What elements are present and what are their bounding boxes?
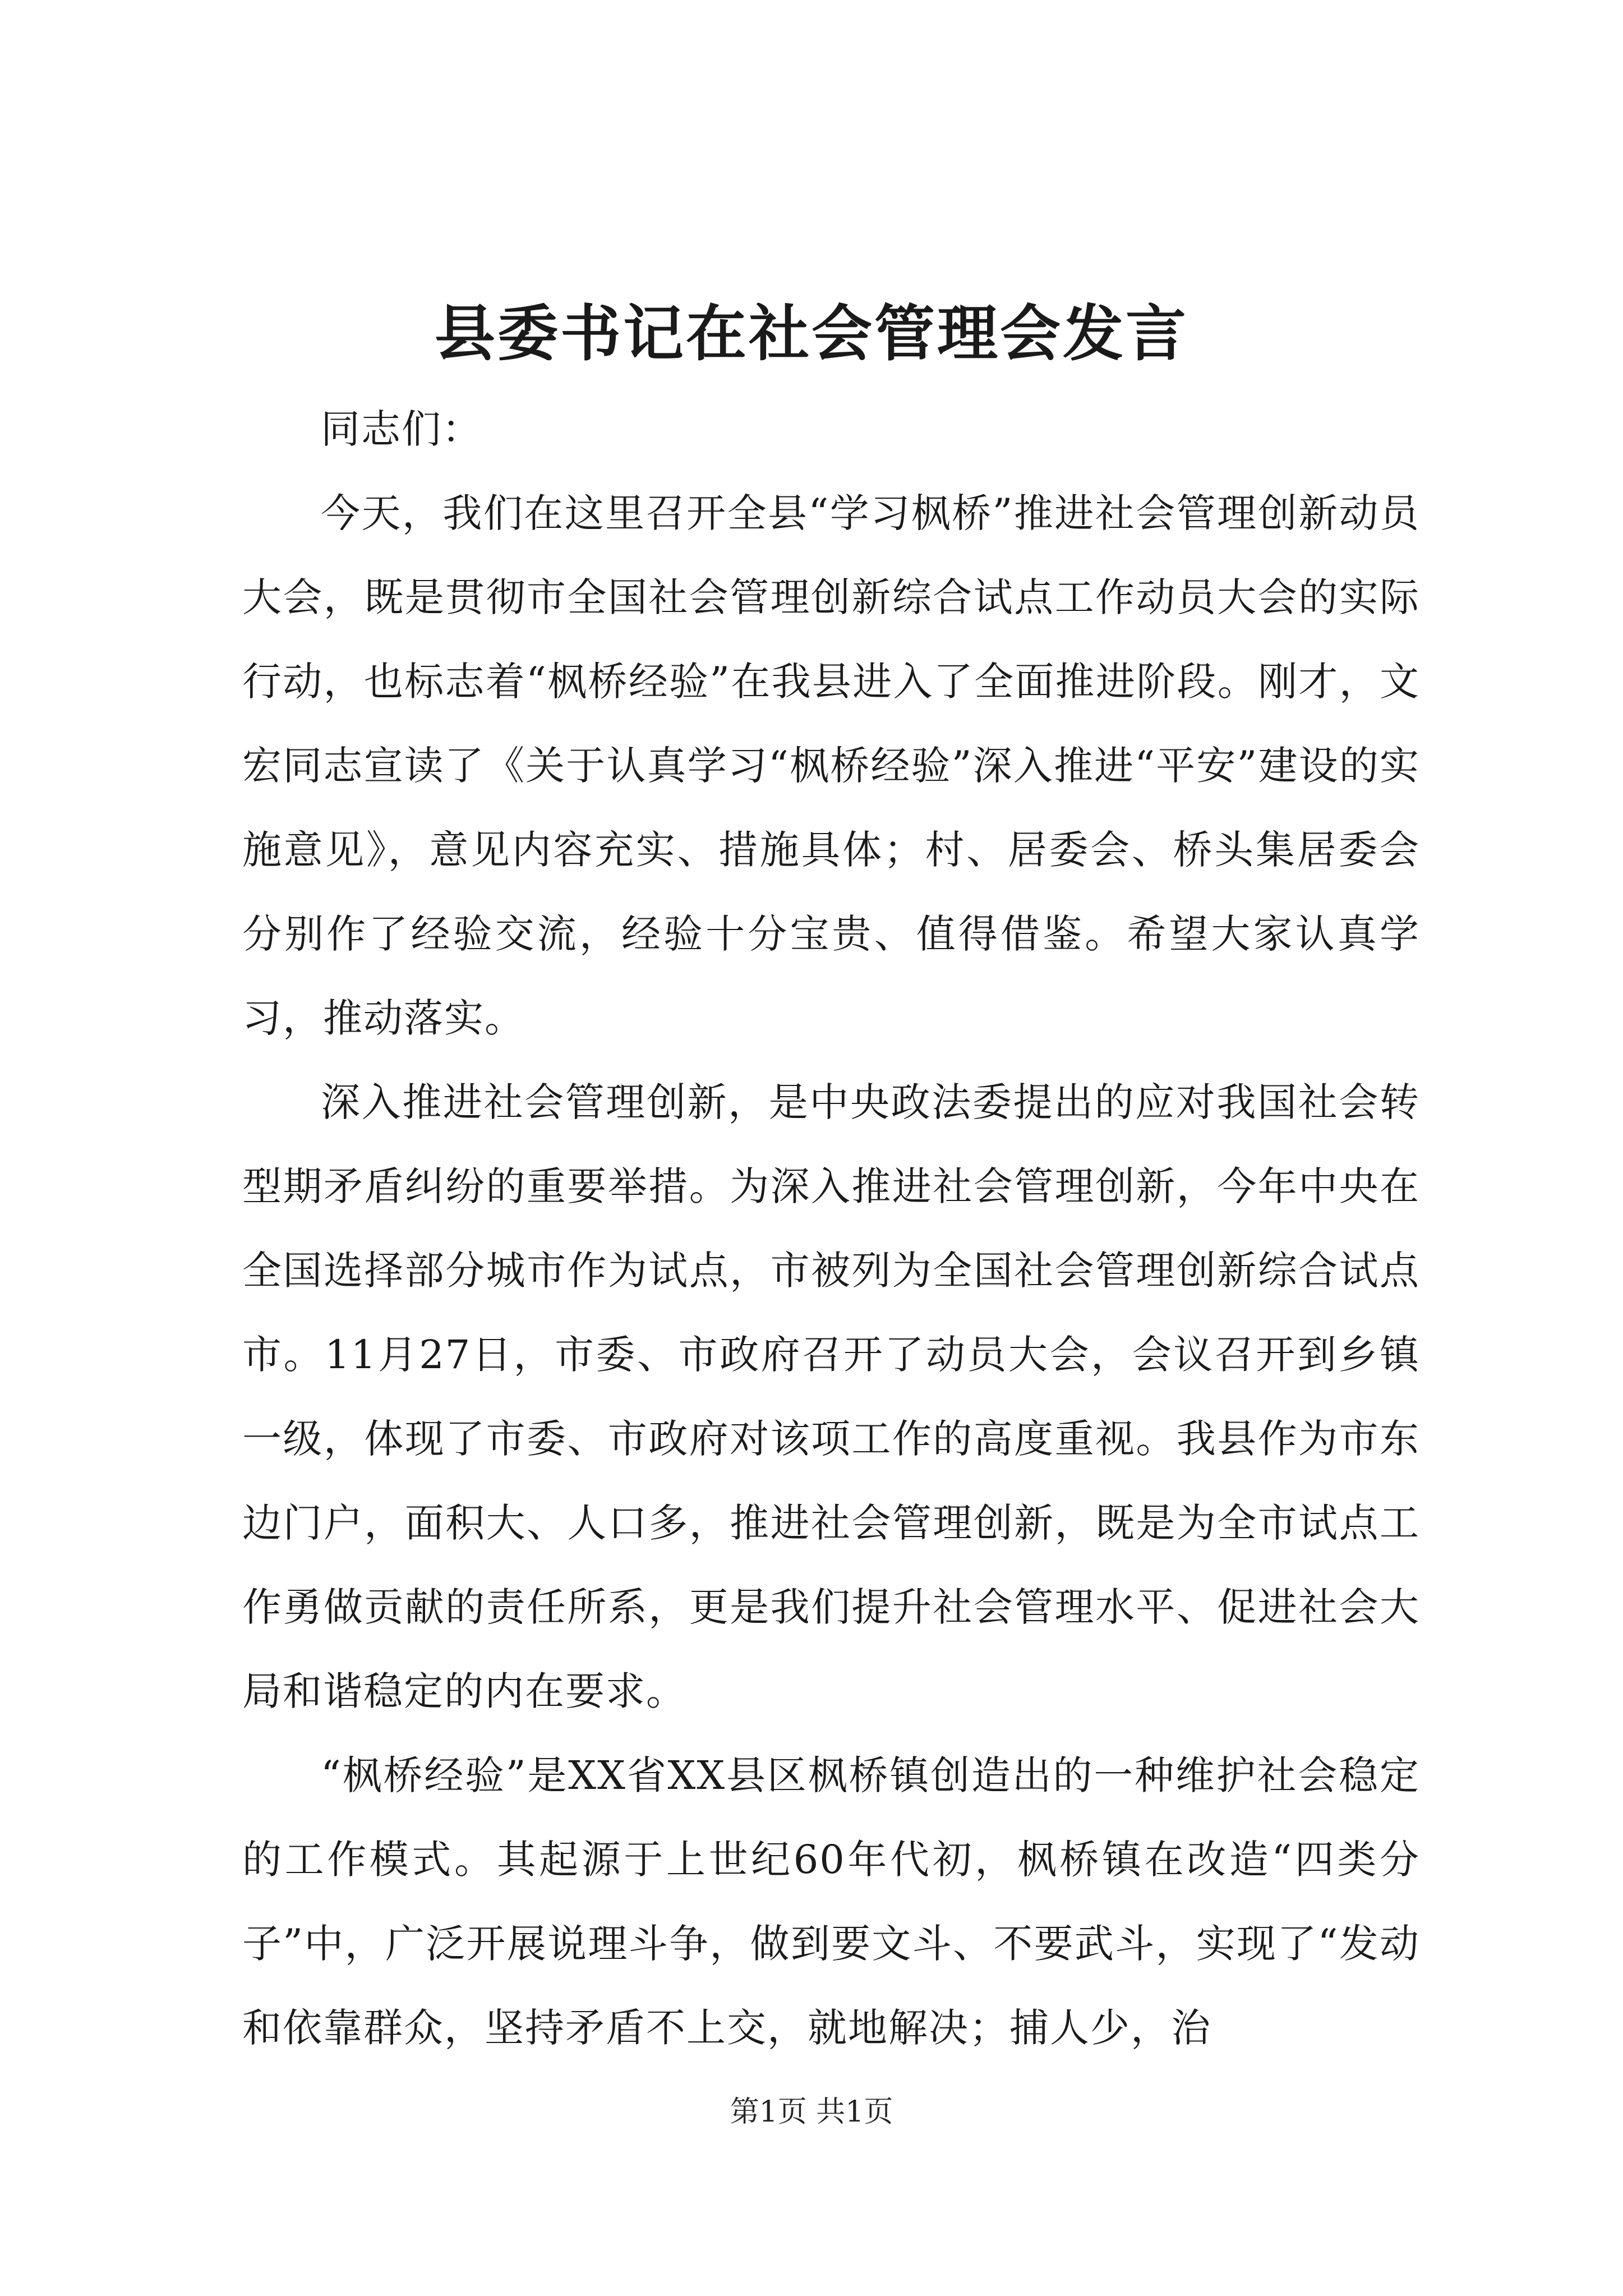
document-body [242,387,1420,2070]
page-footer: 第1页 共1页 [730,2095,893,2129]
salutation-paragraph: 同志们： [321,406,482,452]
body-paragraph: 今天，我们在这里召开全县“学习枫桥”推进社会管理创新动员大会，既是贯彻市全国社会管理创新综合试点工作动员大会的实际行动，也标志着“枫桥经验”在我县进入了全面推进阶段。刚才，文宏同志宣读了《关于认真学习“枫桥经验”深入推进“平安”建设的实施意见》，意见内容充实、措施具体；村、居委会、桥头集居委会分别作了经验交流，经验十分宝贵、值得借鉴。希望大家认真学习，推动落实。 [242,490,1420,1041]
body-paragraph: “枫桥经验”是XX省XX县区枫桥镇创造出的一种维护社会稳定的工作模式。其起源于上世纪60年代初，枫桥镇在改造“四类分子”中，广泛开展说理斗争，做到要文斗、不要武斗，实现了“发动和依靠群众，坚持矛盾不上交，就地解决；捕人少，治 [242,1752,1420,2051]
body-paragraph: 深入推进社会管理创新，是中央政法委提出的应对我国社会转型期矛盾纠纷的重要举措。为深入推进社会管理创新，今年中央在全国选择部分城市作为试点，市被列为全国社会管理创新综合试点市。11月27日，市委、市政府召开了动员大会，会议召开到乡镇一级，体现了市委、市政府对该项工作的高度重视。我县作为市东边门户，面积大、人口多，推进社会管理创新，既是为全市试点工作勇做贡献的责任所系，更是我们提升社会管理水平、促进社会大局和谐稳定的内在要求。 [242,1079,1420,1714]
document-title: 县委书记在社会管理会发言 [434,298,1188,369]
